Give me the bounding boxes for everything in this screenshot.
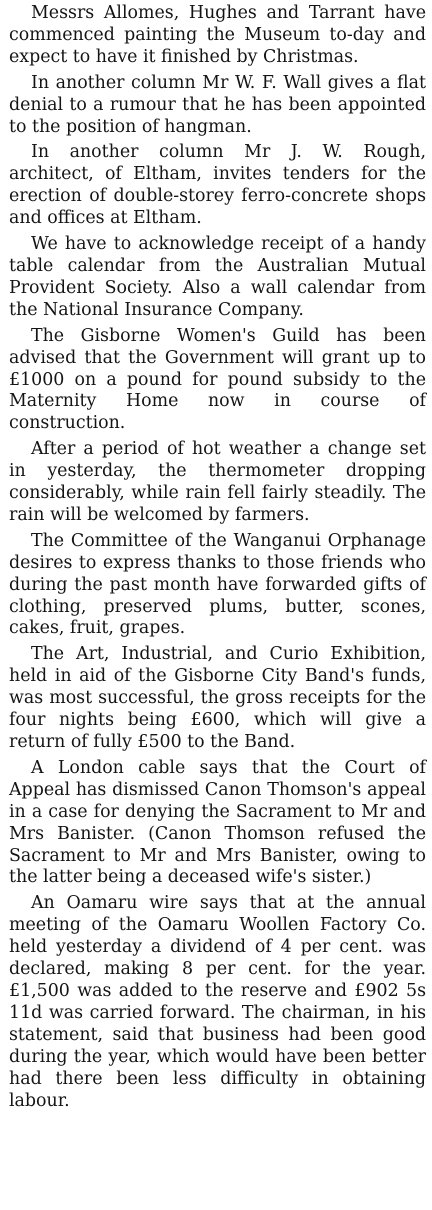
news-item-exhibition: The Art, Industrial, and Curio Exhibition, held in aid of the Gisborne City Band's funds, was most successful, the gross receipts for the four nights being £600, which will give a return of fully £500 to the Band. — [9, 644, 426, 752]
news-item-court-of-appeal: A London cable says that the Court of Appeal has dismissed Canon Thomson's appeal in a case for denying the Sacrament to Mr and Mrs Banister. (Canon Thomson refused the Sacrament to Mr and Mrs Banister, owing to the latter being a deceased wife's sister.) — [9, 757, 426, 888]
news-item-hangman-denial: In another column Mr W. F. Wall gives a flat denial to a rumour that he has been appointed to the position of hangman. — [9, 72, 426, 137]
news-item-calendars: We have to acknowledge receipt of a handy table calendar from the Australian Mutual Provident Society. Also a wall calendar from the National Insurance Company. — [9, 234, 426, 320]
news-item-orphanage: The Committee of the Wanganui Orphanage desires to express thanks to those friends who during the past month have forwarded gifts of clothing, preserved plums, butter, scones, cakes, fruit, grapes. — [9, 530, 426, 639]
news-item-womens-guild: The Gisborne Women's Guild has been advised that the Government will grant up to £1000 on a pound for pound subsidy to the Maternity Home now in course of construction. — [9, 325, 426, 434]
news-item-painting: Messrs Allomes, Hughes and Tarrant have commenced painting the Museum to-day and expect to have it finished by Christmas. — [9, 3, 426, 67]
news-item-woollen-factory: An Oamaru wire says that at the annual meeting of the Oamaru Woollen Factory Co. held yesterday a dividend of 4 per cent. was declared, making 8 per cent. for the year. £1,500 was added to the reserve and £902 5s 11d was carried forward. The chairman, in his statement, said that business had been good during the year, which would have been better had there been less difficulty in obtaining labour. — [9, 893, 426, 1111]
news-item-tenders: In another column Mr J. W. Rough, architect, of Eltham, invites tenders for the erection of double-storey ferro-concrete shops and offices at Eltham. — [9, 142, 426, 229]
news-item-weather: After a period of hot weather a change set in yesterday, the thermometer dropping considerably, while rain fell fairly steadily. The rain will be welcomed by farmers. — [9, 439, 426, 525]
